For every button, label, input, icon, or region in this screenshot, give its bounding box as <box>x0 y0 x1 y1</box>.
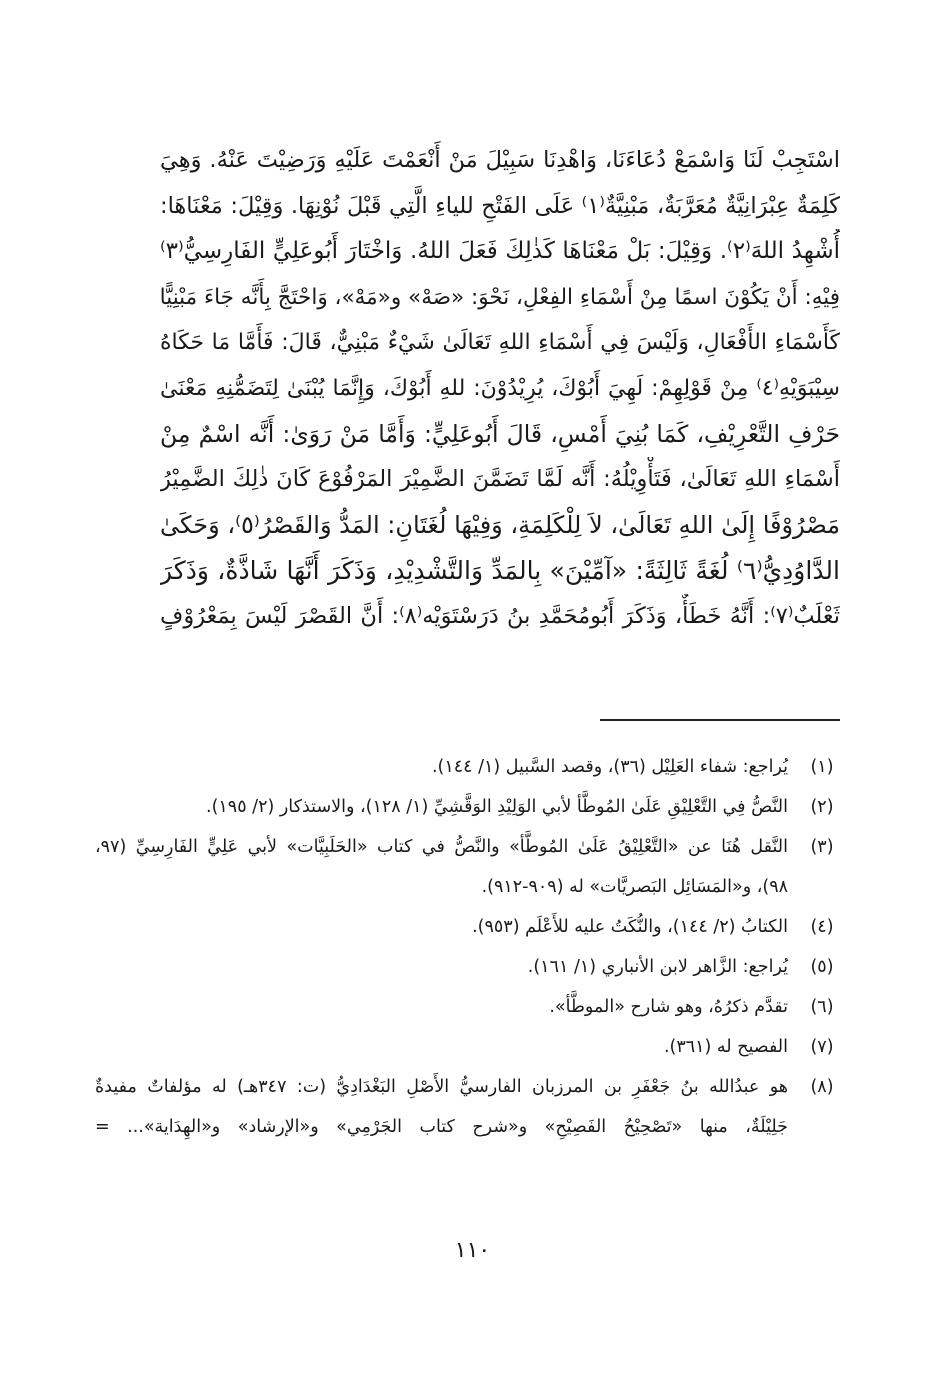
main-text-line: اسْتَجِبْ لَنَا وَاسْمَعْ دُعَاءَنَا، وَاهْدِنَا سَبِيْلَ مَنْ أَنْعَمْتَ عَلَيْهِ وَرَضِيْتَ عَنْهُ. وَهِيَ <box>160 147 840 173</box>
footnote-text: يُراجع: الزَّاهر لابن الأنباري (١/ ١٦١). <box>527 957 788 977</box>
footnote-text: ٩٨)، و«المَسَائِل البَصريَّات» له (٩٠٩-٩١٢). <box>481 877 788 897</box>
main-text-line: أَسْمَاءِ اللهِ تَعَالَىٰ، فَتَأْوِيْلُهُ: أَنَّه لَمَّا تَضَمَّنَ الضَّمِيْرَ المَرْفُوْعَ كَانَ ذٰلِكَ الضَّمِيْرُ <box>160 466 840 493</box>
footnote-7 <box>95 1027 840 1067</box>
footnote-5 <box>95 947 840 987</box>
footnote-text: تقدَّم ذكرُهُ، وهو شارح «الموطَّأ». <box>549 997 788 1017</box>
footnote-1 <box>95 747 840 787</box>
footnote-number: (١) <box>810 757 834 777</box>
footnotes-section <box>95 747 840 1147</box>
footnote-separator <box>600 719 840 721</box>
footnote-text: النَّصُّ فِي التَّعْلِيْقِ عَلَىٰ المُوطَّأ لأبي الوَلِيْدِ الوَقَّشِيِّ (١/ ١٢٨)، والاستذكار (٢/ ١٩٥). <box>206 797 788 817</box>
footnote-number: (٤) <box>810 917 834 937</box>
footnote-number: (٥) <box>810 957 834 977</box>
main-text-line: مَصْرُوْفًا إِلَىٰ اللهِ تَعَالَىٰ، لاَ لِلْكَلِمَةِ، وَفِيْهَا لُغَتَانِ: المَدُّ وَالقَصْرُ⁽٥⁾، وَحَكَىٰ <box>160 510 840 539</box>
footnote-2 <box>95 787 840 827</box>
footnote-3 <box>95 827 840 907</box>
footnote-text: هو عبدُالله بنُ جَعْفَرِ بن المرزبان الفارسيُّ الأَصْلِ البَغْدَادِيُّ (ت: ٣٤٧هـ) له مؤلفاتٌ مفيدةٌ <box>95 1077 788 1097</box>
main-text-block <box>160 138 840 640</box>
footnote-number: (٧) <box>810 1037 834 1057</box>
main-text-line: أُشْهِدُ اللهَ⁽٢⁾. وَقِيْلَ: بَلْ مَعْنَاهَا كَذٰلِكَ فَعَلَ اللهُ. وَاخْتَارَ أَبُوعَلِيٍّ الفَارِسِيُّ⁽٣⁾ <box>160 238 840 265</box>
main-text-line: حَرْفِ التَّعْرِيْفِ، كَمَا بُنِيَ أَمْسِ، قَالَ أَبُوعَلِيٍّ: وَأَمَّا مَنْ رَوَىٰ: أَنَّه اسْمٌ مِنْ <box>160 419 840 448</box>
footnote-text: النَّقل هُنَا عن «التَّعْلِيْقُ عَلَىٰ المُوطَّأ» والنَّصُّ في كتاب «الحَلَبِيَّات» لأبي عَلِيٍّ الفَارِسِيِّ (٩٧، <box>95 837 788 857</box>
main-text-line: ثَعْلَبٌ⁽٧⁾: أَنَّهُ خَطَأٌ، وَذَكَرَ أَبُومُحَمَّدِ بنُ دَرَسْتَوَيْه⁽٨⁾: أَنَّ القَصْرَ لَيْسَ بِمَعْرُوْفٍ <box>160 602 840 629</box>
footnote-text: جَلِيْلَةٌ، منها «تَصْحِيْحُ الفَصِيْحِ» و«شرح كتاب الجَرْمِي» و«الإرشاد» و«الهِدَاية»... = <box>95 1117 788 1137</box>
footnote-text: يُراجع: شفاء العَلِيْل (٣٦)، وقصد السَّبيل (١/ ١٤٤). <box>431 757 788 777</box>
footnote-8 <box>95 1067 840 1147</box>
footnote-text: الكتابُ (٢/ ١٤٤)، والنُّكَتُ عليه للأَعْلَم (٩٥٣). <box>472 917 788 937</box>
main-text-line: كَأَسْمَاءِ الأَفْعَالِ، وَلَيْسَ فِي أَسْمَاءِ اللهِ تَعَالَىٰ شَيْءٌ مَبْنِيٌّ، قَالَ: فَأَمَّا مَا حَكَاهُ <box>160 330 840 356</box>
footnote-4 <box>95 907 840 947</box>
main-text-line: سِيْبَوَيْهِ⁽٤⁾ مِنْ قَوْلِهِمْ: لَهِيَ أَبُوْكَ، يُرِيْدُوْنَ: للهِ أَبُوْكَ، وَإِنَّمَا يُبْنَىٰ لِتَضَمُّنِهِ مَعْنَىٰ <box>160 375 840 401</box>
main-text-line: فِيْهِ: أَنْ يَكُوْنَ اسمًا مِنْ أَسْمَاءِ الفِعْلِ، نَحْوَ: «صَهْ» و«مَهْ»، وَاحْتَجَّ بِأَنَّه جَاءَ مَبْنِيًّا <box>160 284 840 310</box>
footnote-number: (٣) <box>810 837 834 857</box>
main-text-line: كَلِمَةٌ عِبْرَانِيَّةٌ مُعَرَّبَةٌ، مَبْنِيَّةٌ⁽١⁾ عَلَى الفَتْحِ للياءِ الَّتِي قَبْلَ نُوْنِهَا. وَقِيْلَ: مَعْنَاهَا: <box>160 192 840 219</box>
footnote-text: الفصيح له (٣٦١). <box>663 1037 788 1057</box>
main-text-line: الدَّاوُدِيُّ⁽٦⁾ لُغَةً ثَالِثَةً: «آمِّيْنَ» بِالمَدِّ وَالتَّشْدِيْدِ، وَذَكَرَ أَنَّهَا شَاذَّةٌ، وَذَكَرَ <box>160 556 840 586</box>
footnote-number: (٦) <box>810 997 834 1017</box>
page-number: ١١٠ <box>454 1238 491 1263</box>
footnote-6 <box>95 987 840 1027</box>
footnote-number: (٢) <box>810 797 834 817</box>
footnote-number: (٨) <box>810 1077 834 1097</box>
